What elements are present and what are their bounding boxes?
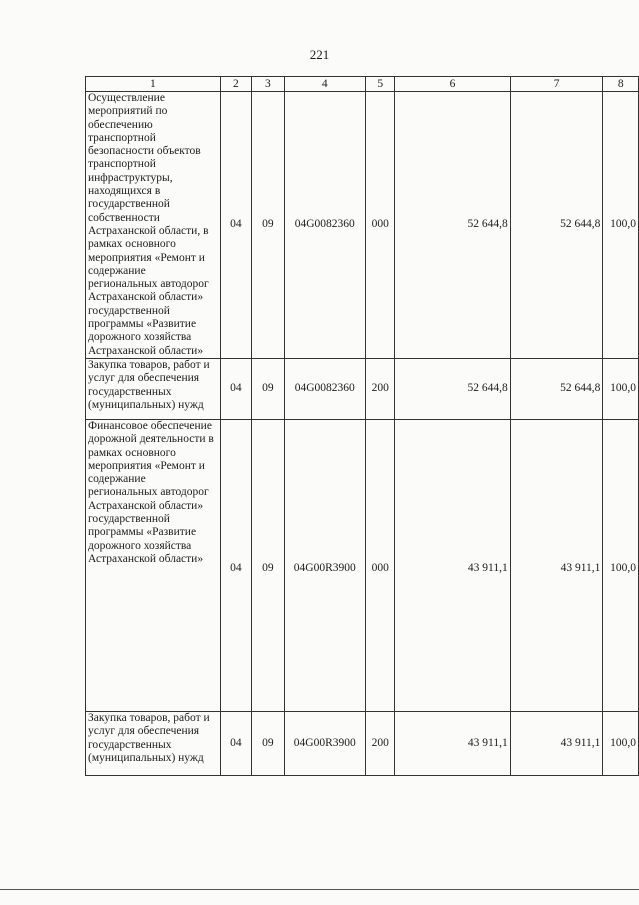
- execution-percent: 100,0: [603, 92, 639, 359]
- expense-type-code: 200: [366, 711, 395, 775]
- header-cell-5: 5: [366, 77, 395, 92]
- expense-type-code: 200: [366, 358, 395, 419]
- row-description: Финансовое обеспечение дорожной деятельности в рамках основного мероприятия «Ремонт и содержание региональных автодорог Астраханской области» государственной программы «Развитие дорожного хозяйства Астраханской области»: [86, 419, 221, 711]
- page-number: 221: [309, 47, 330, 62]
- subsection-code: 09: [252, 358, 284, 419]
- row-description: Осуществление мероприятий по обеспечению транспортной безопасности объектов транспортной инфраструктуры, находящихся в государственной собственности Астраханской области, в рамках основного мероприятия «Ремонт и содержание региональных автодорог Астраханской области» государственной программы «Развитие дорожного хозяйства Астраханской области»: [86, 92, 221, 359]
- target-article-code: 04G00R3900: [284, 711, 366, 775]
- header-row: [86, 77, 639, 92]
- header-cell-7: 7: [510, 77, 603, 92]
- header-cell-3: 3: [252, 77, 284, 92]
- execution-percent: 100,0: [603, 358, 639, 419]
- section-code: 04: [220, 92, 251, 359]
- planned-amount: 43 911,1: [395, 419, 510, 711]
- expense-type-code: 000: [366, 419, 395, 711]
- subsection-code: 09: [252, 92, 284, 359]
- execution-percent: 100,0: [603, 419, 639, 711]
- target-article-code: 04G0082360: [284, 92, 366, 359]
- planned-amount: 52 644,8: [395, 358, 510, 419]
- header-cell-2: 2: [220, 77, 251, 92]
- row-description: Закупка товаров, работ и услуг для обеспечения государственных (муниципальных) нужд: [86, 711, 221, 775]
- subsection-code: 09: [252, 711, 284, 775]
- header-cell-4: 4: [284, 77, 366, 92]
- section-code: 04: [220, 358, 251, 419]
- execution-percent: 100,0: [603, 711, 639, 775]
- executed-amount: 43 911,1: [510, 419, 603, 711]
- planned-amount: 43 911,1: [395, 711, 510, 775]
- budget-table: [85, 76, 639, 776]
- expense-type-code: 000: [366, 92, 395, 359]
- page-bottom-rule: [0, 889, 639, 890]
- planned-amount: 52 644,8: [395, 92, 510, 359]
- executed-amount: 52 644,8: [510, 92, 603, 359]
- section-code: 04: [220, 419, 251, 711]
- executed-amount: 52 644,8: [510, 358, 603, 419]
- header-cell-8: 8: [603, 77, 639, 92]
- header-cell-6: 6: [395, 77, 510, 92]
- executed-amount: 43 911,1: [510, 711, 603, 775]
- row-description: Закупка товаров, работ и услуг для обеспечения государственных (муниципальных) нужд: [86, 358, 221, 419]
- table-row: [86, 711, 639, 775]
- table-row: [86, 92, 639, 359]
- table-row: [86, 419, 639, 711]
- target-article-code: 04G00R3900: [284, 419, 366, 711]
- section-code: 04: [220, 711, 251, 775]
- header-cell-1: 1: [86, 77, 221, 92]
- table-row: [86, 358, 639, 419]
- target-article-code: 04G0082360: [284, 358, 366, 419]
- subsection-code: 09: [252, 419, 284, 711]
